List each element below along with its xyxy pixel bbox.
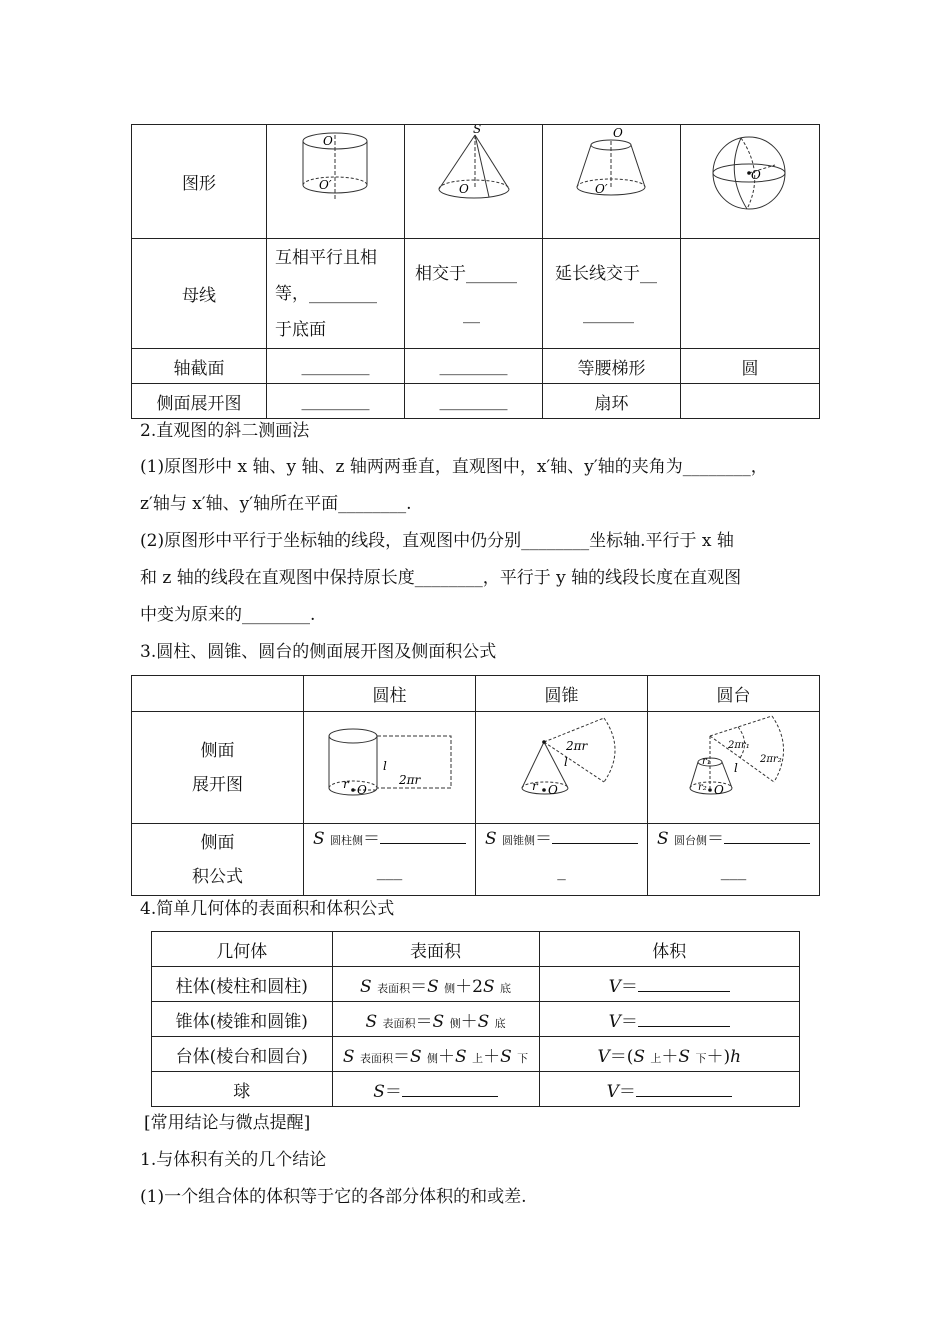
volume-frustum: V＝(S 上＋S 下＋)h bbox=[539, 1037, 799, 1072]
label-l: l bbox=[564, 755, 569, 769]
surface-pyramid: S 表面积＝S 侧＋S 底 bbox=[332, 1002, 539, 1037]
label-r: r bbox=[532, 779, 539, 793]
generatrix-frustum: 延长线交于__ ______ bbox=[543, 239, 681, 349]
label-2pir: 2πr bbox=[398, 773, 420, 787]
header-solid: 几何体 bbox=[152, 932, 333, 967]
tips-bracket: [常用结论与微点提醒] bbox=[144, 1113, 311, 1133]
axial-cone: ________ bbox=[405, 349, 543, 384]
header-cone: 圆锥 bbox=[476, 676, 648, 712]
label-O: O bbox=[548, 783, 559, 797]
row-label-generatrix: 母线 bbox=[132, 239, 267, 349]
label-O: O bbox=[323, 134, 333, 148]
label-O: O bbox=[613, 126, 623, 140]
lateral-frustum: 扇环 bbox=[543, 384, 681, 419]
section4-title: 4.简单几何体的表面积和体积公式 bbox=[140, 899, 395, 919]
cone-unfold-figure bbox=[476, 712, 648, 824]
label-O: O bbox=[751, 168, 761, 182]
section2-p1b: z′轴与 x′轴、y′轴所在平面________. bbox=[140, 494, 412, 514]
header-frustum: 圆台 bbox=[647, 676, 819, 712]
generatrix-cylinder: 互相平行且相 等，________ 于底面 bbox=[267, 239, 405, 349]
tips-item-1: (1)一个组合体的体积等于它的各部分体积的和或差. bbox=[140, 1187, 527, 1207]
axial-frustum: 等腰梯形 bbox=[543, 349, 681, 384]
axial-cylinder: ________ bbox=[267, 349, 405, 384]
row-label-formula: 侧面 积公式 bbox=[132, 824, 304, 896]
generatrix-cone: 相交于______ __ bbox=[405, 239, 543, 349]
surface-frustum: S 表面积＝S 侧＋S 上＋S 下 bbox=[332, 1037, 539, 1072]
row-frustum: 台体(棱台和圆台) bbox=[152, 1037, 333, 1072]
frustum-unfold-figure bbox=[647, 712, 819, 824]
label-S: S bbox=[473, 125, 482, 136]
cone-figure bbox=[405, 125, 543, 239]
section2-title: 2.直观图的斜二测画法 bbox=[140, 421, 310, 441]
tips-title: 1.与体积有关的几个结论 bbox=[140, 1150, 327, 1170]
label-2pir1: 2πr₁ bbox=[728, 740, 751, 751]
row-sphere: 球 bbox=[152, 1072, 333, 1107]
row-label-axial: 轴截面 bbox=[132, 349, 267, 384]
section2-p2a: (2)原图形中平行于坐标轴的线段，直观图中仍分别________坐标轴.平行于 x 轴 bbox=[140, 531, 734, 551]
header-surface: 表面积 bbox=[332, 932, 539, 967]
area-volume-table bbox=[151, 931, 800, 1107]
section2-p2c: 中变为原来的________. bbox=[140, 605, 316, 625]
label-r2: r₂ bbox=[698, 782, 708, 793]
row-prism: 柱体(棱柱和圆柱) bbox=[152, 967, 333, 1002]
surface-prism: S 表面积＝S 侧＋2S 底 bbox=[332, 967, 539, 1002]
cylinder-unfold-figure bbox=[304, 712, 476, 824]
label-r: r bbox=[342, 777, 349, 791]
label-2pir: 2πr bbox=[566, 739, 588, 753]
cylinder-figure bbox=[267, 125, 405, 239]
lateral-area-table bbox=[131, 675, 820, 896]
axial-sphere: 圆 bbox=[681, 349, 820, 384]
header-volume: 体积 bbox=[539, 932, 799, 967]
lateral-cylinder: ________ bbox=[267, 384, 405, 419]
formula-frustum: S 圆台侧＝ ___ bbox=[647, 824, 819, 896]
label-l: l bbox=[382, 759, 387, 773]
row-label-figure: 图形 bbox=[132, 125, 267, 239]
volume-pyramid: V＝ bbox=[539, 1002, 799, 1037]
surface-sphere: S＝ bbox=[332, 1072, 539, 1107]
section2-p1a: (1)原图形中 x 轴、y 轴、z 轴两两垂直，直观图中，x′轴、y′轴的夹角为________， bbox=[140, 457, 768, 477]
label-O: O bbox=[459, 182, 469, 196]
header-cylinder: 圆柱 bbox=[304, 676, 476, 712]
formula-cylinder: S 圆柱侧＝ ___ bbox=[304, 824, 476, 896]
label-O: O bbox=[714, 783, 725, 797]
section3-title: 3.圆柱、圆锥、圆台的侧面展开图及侧面积公式 bbox=[140, 642, 497, 662]
frustum-figure bbox=[543, 125, 681, 239]
lateral-cone: ________ bbox=[405, 384, 543, 419]
volume-prism: V＝ bbox=[539, 967, 799, 1002]
section2-p2b: 和 z 轴的线段在直观图中保持原长度________，平行于 y 轴的线段长度在直观图 bbox=[140, 568, 742, 588]
row-pyramid: 锥体(棱锥和圆锥) bbox=[152, 1002, 333, 1037]
label-2pir2: 2πr₂ bbox=[760, 754, 783, 765]
label-r1: r₁ bbox=[702, 756, 712, 767]
generatrix-sphere bbox=[681, 239, 820, 349]
row-label-unfold: 侧面 展开图 bbox=[132, 712, 304, 824]
volume-sphere: V＝ bbox=[539, 1072, 799, 1107]
formula-cone: S 圆锥侧＝ _ bbox=[476, 824, 648, 896]
label-O-prime: O′ bbox=[595, 182, 608, 196]
row-label-lateral: 侧面展开图 bbox=[132, 384, 267, 419]
sphere-figure bbox=[681, 125, 820, 239]
label-O: O bbox=[356, 783, 367, 797]
label-l: l bbox=[734, 761, 739, 775]
lateral-sphere bbox=[681, 384, 820, 419]
label-O-prime: O′ bbox=[319, 178, 332, 192]
solids-table bbox=[131, 124, 820, 419]
